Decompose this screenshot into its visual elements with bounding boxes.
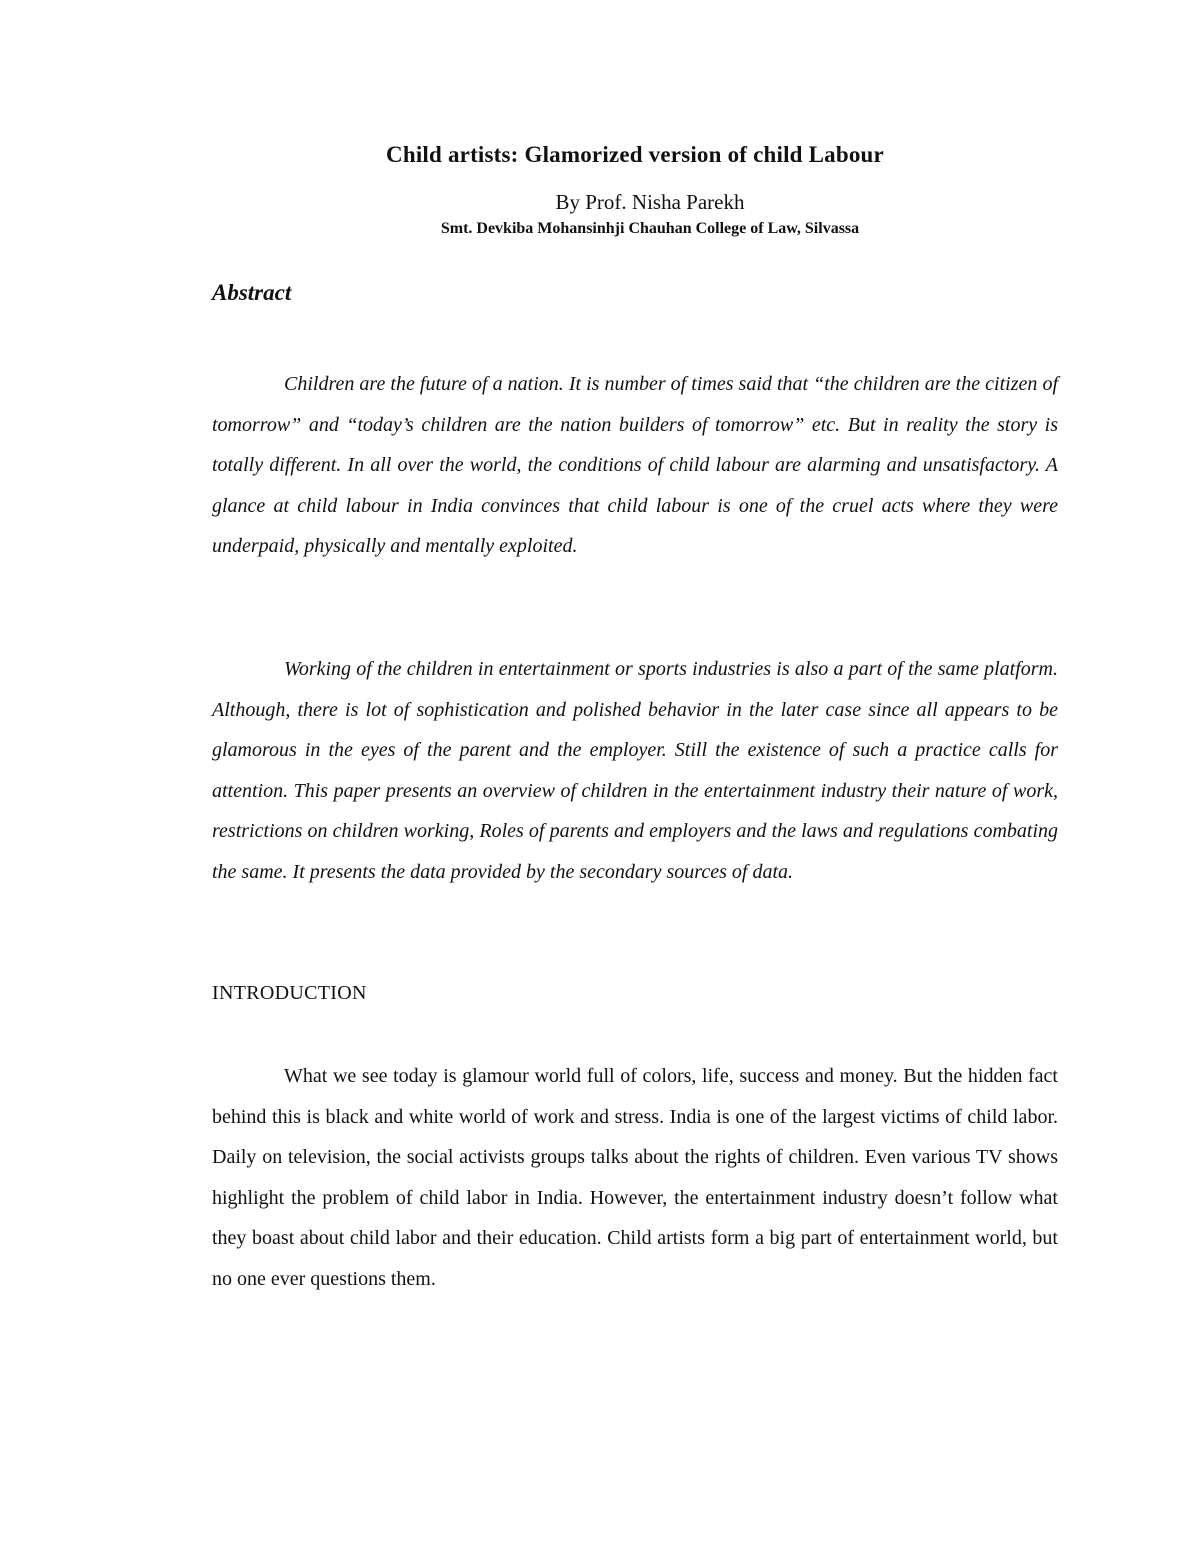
abstract-heading: Abstract — [212, 280, 292, 305]
abstract-paragraph-2 — [212, 649, 1058, 893]
author-affiliation: Smt. Devkiba Mohansinhji Chauhan College of Law, Silvassa — [440, 220, 860, 237]
introduction-paragraph-1-text: What we see today is glamour world full of colors, life, success and money. But the hidden fact behind this is black and white world of work and stress. India is one of the largest victims of child labor. Daily on television, the social activists groups talks about the rights of children. Even various TV shows highlight the problem of child labor in India. However, the entertainment industry doesn’t follow what they boast about child labor and their education. Child artists form a big part of entertainment world, but no one ever questions them. — [212, 1065, 1058, 1290]
introduction-heading: INTRODUCTION — [212, 982, 367, 1004]
introduction-paragraph-1 — [212, 1056, 1058, 1300]
abstract-paragraph-2-text: Working of the children in entertainment or sports industries is also a part of the same platform. Although, there is lot of sophistication and polished behavior in the later case since all appears to be glamorous in the eyes of the parent and the employer. Still the existence of such a practice calls for attention. This paper presents an overview of children in the entertainment industry their nature of work, restrictions on children working, Roles of parents and employers and the laws and regulations combating the same. It presents the data provided by the secondary sources of data. — [212, 658, 1058, 883]
paper-title: Child artists: Glamorized version of child Labour — [386, 142, 884, 167]
paper-author: By Prof. Nisha Parekh — [555, 190, 745, 214]
abstract-paragraph-1 — [212, 364, 1058, 567]
abstract-paragraph-1-text: Children are the future of a nation. It is number of times said that “the children are the citizen of tomorrow” and “today’s children are the nation builders of tomorrow” etc. But in reality the story is totally different. In all over the world, the conditions of child labour are alarming and unsatisfactory. A glance at child labour in India convinces that child labour is one of the cruel acts where they were underpaid, physically and mentally exploited. — [212, 373, 1058, 558]
